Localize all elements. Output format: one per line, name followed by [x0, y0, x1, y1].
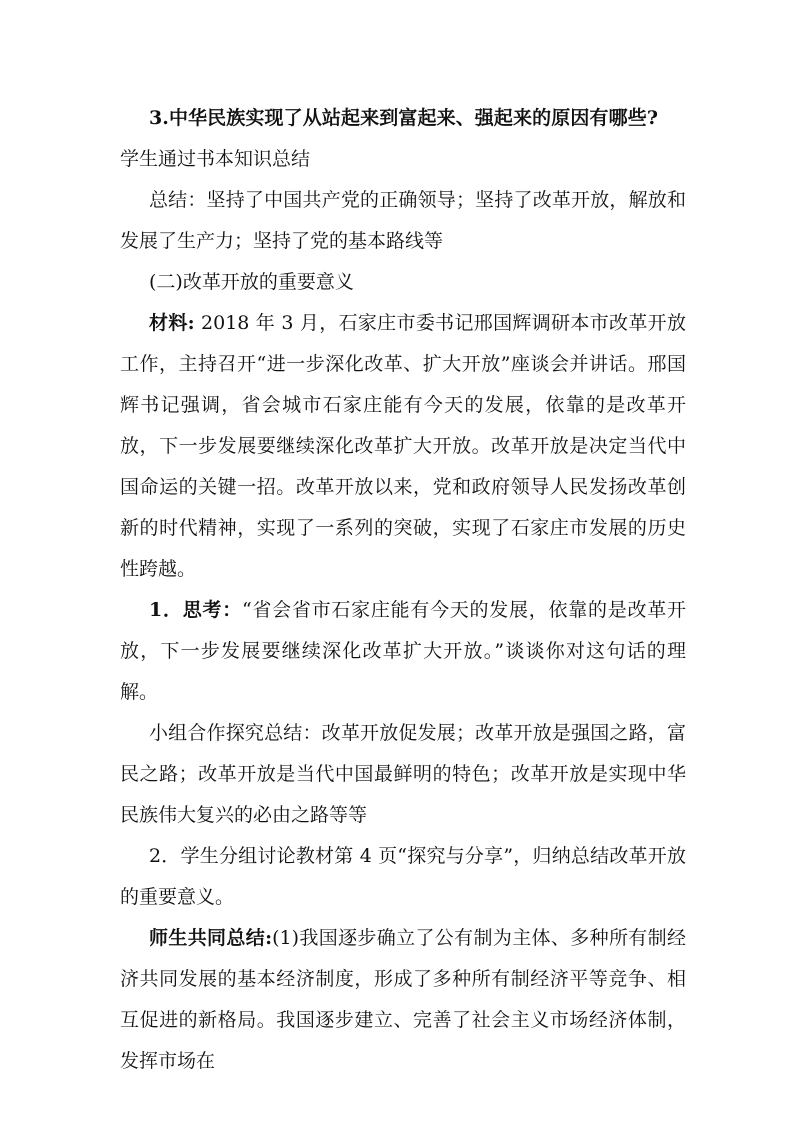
question-3-paragraph — [120, 98, 686, 180]
summary-paragraph: 总结：坚持了中国共产党的正确领导；坚持了改革开放，解放和发展了生产力；坚持了党的基本路线等 — [120, 189, 686, 252]
joint-summary-text: (1)我国逐步确立了公有制为主体、多种所有制经济共同发展的基本经济制度，形成了多种所有制经济平等竞争、相互促进的新格局。我国逐步建立、完善了社会主义市场经济体制，发挥市场在 — [120, 927, 686, 1072]
question-3-text: 3.中华民族实现了从站起来到富起来、强起来的原因有哪些? — [149, 107, 658, 129]
think-paragraph — [120, 590, 686, 713]
material-label: 材料: — [149, 312, 195, 334]
document-body — [120, 98, 686, 1082]
section-heading: (二)改革开放的重要意义 — [149, 271, 354, 293]
joint-summary-paragraph — [120, 918, 686, 1082]
group-summary-paragraph: 小组合作探究总结：改革开放促发展；改革开放是强国之路，富民之路；改革开放是当代中国最鲜明的特色；改革开放是实现中华民族伟大复兴的必由之路等等 — [120, 722, 686, 826]
joint-summary-label: 师生共同总结: — [149, 927, 273, 949]
think-text: “省会省市石家庄能有今天的发展，依靠的是改革开放，下一步发展要继续深化改革扩大开放。”谈谈你对这句话的理解。 — [120, 599, 686, 703]
think-label: 1．思考： — [149, 599, 242, 621]
material-text: 2018 年 3 月，石家庄市委书记邢国辉调研本市改革开放工作，主持召开“进一步深化改革、扩大开放”座谈会并讲话。邢国辉书记强调，省会城市石家庄能有今天的发展，依靠的是改革开放，下一步发展要继续深化改革扩大开放。改革开放是决定当代中国命运的关键一招。改革开放以来，党和政府领导人民发扬改革创新的时代精神，实现了一系列的突破，实现了石家庄市发展的历史性跨越。 — [120, 312, 687, 580]
discussion-paragraph: 2．学生分组讨论教材第 4 页“探究与分享”，归纳总结改革开放的重要意义。 — [120, 845, 686, 908]
material-paragraph — [120, 303, 686, 590]
question-3-method: 学生通过书本知识总结 — [120, 148, 311, 170]
